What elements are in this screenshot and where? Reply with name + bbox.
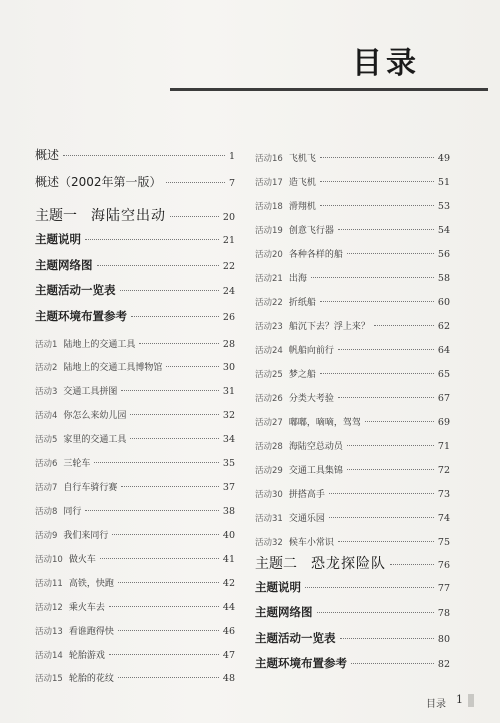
activity-label bbox=[35, 571, 114, 590]
section-title: 主题活动一览表 bbox=[35, 283, 116, 297]
activity-title: 拼搭高手 bbox=[288, 490, 325, 500]
activity-label bbox=[35, 619, 114, 638]
page-number: 30 bbox=[222, 362, 235, 373]
dot-leader bbox=[166, 366, 218, 367]
page-number: 78 bbox=[437, 608, 450, 619]
activity-number: 活动30 bbox=[255, 490, 283, 500]
page-number: 71 bbox=[437, 441, 450, 452]
page-number: 32 bbox=[222, 410, 235, 421]
dot-leader bbox=[166, 182, 225, 183]
dot-leader bbox=[311, 277, 434, 278]
section-title: 主题环境布置参考 bbox=[35, 309, 127, 323]
activity-title: 造飞机 bbox=[288, 178, 316, 188]
page-number: 62 bbox=[437, 321, 450, 332]
toc-entry bbox=[35, 355, 235, 374]
toc-entry bbox=[255, 458, 450, 477]
dot-leader bbox=[347, 445, 434, 446]
page-number: 54 bbox=[437, 225, 450, 236]
toc-entry bbox=[35, 571, 235, 590]
page-number: 40 bbox=[222, 530, 235, 541]
dot-leader bbox=[120, 290, 219, 291]
page-number: 28 bbox=[222, 339, 235, 350]
activity-label bbox=[255, 218, 334, 237]
activity-title: 三轮车 bbox=[63, 459, 91, 469]
activity-label bbox=[35, 332, 135, 351]
toc-entry bbox=[35, 643, 235, 662]
page-number: 26 bbox=[222, 312, 235, 323]
page-number: 73 bbox=[437, 489, 450, 500]
page-number: 1 bbox=[228, 151, 235, 162]
dot-leader bbox=[130, 414, 218, 415]
activity-label bbox=[35, 403, 126, 422]
activity-number: 活动17 bbox=[255, 178, 283, 188]
page-number: 34 bbox=[222, 434, 235, 445]
section-title: 主题网络图 bbox=[35, 258, 93, 272]
activity-title: 家里的交通工具 bbox=[63, 435, 127, 445]
dot-leader bbox=[329, 517, 434, 518]
activity-number: 活动2 bbox=[35, 363, 58, 373]
activity-label bbox=[35, 475, 117, 494]
activity-title: 出海 bbox=[288, 274, 307, 284]
activity-title: 梦之船 bbox=[288, 370, 316, 380]
theme-title: 海陆空出动 bbox=[91, 208, 166, 224]
dot-leader bbox=[365, 421, 434, 422]
toc-entry bbox=[35, 231, 235, 247]
dot-leader bbox=[351, 663, 434, 664]
page-number: 75 bbox=[437, 537, 450, 548]
dot-leader bbox=[109, 606, 219, 607]
page-number: 24 bbox=[222, 286, 235, 297]
toc-entry bbox=[255, 218, 450, 237]
toc-entry bbox=[255, 579, 450, 595]
dot-leader bbox=[305, 587, 434, 588]
activity-title: 轮胎游戏 bbox=[68, 651, 105, 661]
dot-leader bbox=[338, 349, 434, 350]
toc-entry bbox=[255, 530, 450, 549]
dot-leader bbox=[63, 155, 225, 156]
activity-title: 陆地上的交通工具 bbox=[63, 340, 136, 350]
page-number: 80 bbox=[437, 634, 450, 645]
page-number: 82 bbox=[437, 659, 450, 670]
toc-entry bbox=[35, 619, 235, 638]
activity-number: 活动23 bbox=[255, 322, 283, 332]
footer-label: 目录 bbox=[426, 699, 446, 710]
activity-label bbox=[255, 242, 343, 261]
activity-label bbox=[35, 666, 114, 685]
page-number: 77 bbox=[437, 583, 450, 594]
activity-title: 自行车骑行赛 bbox=[63, 483, 118, 493]
activity-title: 高铁，快跑 bbox=[68, 579, 114, 589]
page-number: 41 bbox=[222, 554, 235, 565]
page-number: 7 bbox=[228, 178, 235, 189]
dot-leader bbox=[338, 229, 434, 230]
activity-number: 活动10 bbox=[35, 555, 63, 565]
page-number: 56 bbox=[437, 249, 450, 260]
activity-title: 交通工具集锦 bbox=[288, 466, 343, 476]
dot-leader bbox=[121, 390, 218, 391]
activity-number: 活动16 bbox=[255, 154, 283, 164]
activity-number: 活动5 bbox=[35, 435, 58, 445]
activity-number: 活动6 bbox=[35, 459, 58, 469]
activity-number: 活动12 bbox=[35, 603, 63, 613]
dot-leader bbox=[118, 677, 219, 678]
page-number: 74 bbox=[437, 513, 450, 524]
toc-entry bbox=[35, 308, 235, 324]
toc-entry bbox=[255, 266, 450, 285]
activity-number: 活动25 bbox=[255, 370, 283, 380]
page-number: 64 bbox=[437, 345, 450, 356]
activity-label bbox=[255, 434, 343, 453]
dot-leader bbox=[347, 253, 434, 254]
page-number: 67 bbox=[437, 393, 450, 404]
activity-number: 活动21 bbox=[255, 274, 283, 284]
dot-leader bbox=[94, 462, 218, 463]
activity-number: 活动27 bbox=[255, 418, 283, 428]
activity-label bbox=[255, 482, 325, 501]
activity-label bbox=[255, 266, 307, 285]
page-number: 65 bbox=[437, 369, 450, 380]
toc-entry bbox=[255, 146, 450, 165]
theme-title: 恐龙探险队 bbox=[311, 556, 386, 572]
activity-number: 活动26 bbox=[255, 394, 283, 404]
activity-label bbox=[255, 362, 316, 381]
activity-label bbox=[35, 451, 90, 470]
toc-entry bbox=[35, 523, 235, 542]
page-number: 69 bbox=[437, 417, 450, 428]
dot-leader bbox=[390, 564, 434, 565]
toc-entry bbox=[35, 475, 235, 494]
activity-number: 活动31 bbox=[255, 514, 283, 524]
page-number: 37 bbox=[222, 482, 235, 493]
activity-title: 飞机飞 bbox=[288, 154, 316, 164]
page-number: 49 bbox=[437, 153, 450, 164]
toc-entry bbox=[255, 314, 450, 333]
page-number: 31 bbox=[222, 386, 235, 397]
section-title: 主题说明 bbox=[255, 580, 301, 594]
dot-leader bbox=[139, 343, 218, 344]
activity-title: 海陆空总动员 bbox=[288, 442, 343, 452]
activity-label bbox=[35, 499, 81, 518]
toc-entry bbox=[35, 403, 235, 422]
activity-title: 陆地上的交通工具博物馆 bbox=[63, 363, 163, 373]
page-number: 58 bbox=[437, 273, 450, 284]
toc-entry bbox=[255, 604, 450, 620]
toc-entry bbox=[255, 290, 450, 309]
dot-leader bbox=[329, 493, 434, 494]
activity-title: 乘火车去 bbox=[68, 603, 105, 613]
activity-label bbox=[35, 427, 126, 446]
dot-leader bbox=[374, 325, 434, 326]
toc-entry bbox=[255, 630, 450, 646]
toc-entry bbox=[35, 173, 235, 190]
dot-leader bbox=[118, 630, 219, 631]
activity-number: 活动19 bbox=[255, 226, 283, 236]
dot-leader bbox=[109, 654, 219, 655]
activity-number: 活动32 bbox=[255, 538, 283, 548]
dot-leader bbox=[118, 582, 219, 583]
theme-heading bbox=[255, 553, 386, 573]
title-rule bbox=[170, 88, 488, 91]
toc-entry bbox=[255, 410, 450, 429]
activity-label bbox=[255, 170, 316, 189]
activity-title: 我们来同行 bbox=[63, 531, 109, 541]
page-number: 20 bbox=[222, 212, 235, 223]
section-title: 主题活动一览表 bbox=[255, 631, 336, 645]
toc-entry bbox=[35, 257, 235, 273]
toc-entry bbox=[35, 282, 235, 298]
activity-title: 候车小常识 bbox=[288, 538, 334, 548]
page-number: 76 bbox=[437, 560, 450, 571]
activity-number: 活动1 bbox=[35, 340, 58, 350]
dot-leader bbox=[97, 265, 219, 266]
page-number: 47 bbox=[222, 650, 235, 661]
page-number: 51 bbox=[437, 177, 450, 188]
dot-leader bbox=[85, 239, 219, 240]
page-number: 22 bbox=[222, 261, 235, 272]
dot-leader bbox=[130, 438, 218, 439]
activity-title: 各种各样的船 bbox=[288, 250, 343, 260]
activity-title: 船沉下去？浮上来？ bbox=[288, 322, 370, 332]
activity-number: 活动18 bbox=[255, 202, 283, 212]
toc-entry bbox=[35, 595, 235, 614]
activity-title: 折纸船 bbox=[288, 298, 316, 308]
activity-title: 滑翔机 bbox=[288, 202, 316, 212]
toc-entry bbox=[35, 379, 235, 398]
toc-entry bbox=[255, 482, 450, 501]
theme-number: 主题二 bbox=[255, 556, 297, 572]
activity-number: 活动7 bbox=[35, 483, 58, 493]
activity-title: 创意飞行器 bbox=[288, 226, 334, 236]
section-title: 主题说明 bbox=[35, 232, 81, 246]
dot-leader bbox=[320, 373, 434, 374]
activity-title: 轮胎的花纹 bbox=[68, 674, 114, 684]
activity-number: 活动28 bbox=[255, 442, 283, 452]
toc-entry bbox=[35, 205, 235, 225]
toc-entry bbox=[35, 451, 235, 470]
page-number: 44 bbox=[222, 602, 235, 613]
activity-label bbox=[255, 338, 334, 357]
dot-leader bbox=[170, 216, 219, 217]
dot-leader bbox=[320, 157, 434, 158]
activity-title: 做火车 bbox=[68, 555, 96, 565]
toc-entry bbox=[255, 170, 450, 189]
toc-entry bbox=[35, 666, 235, 685]
activity-label bbox=[255, 194, 316, 213]
toc-entry bbox=[255, 338, 450, 357]
toc-entry bbox=[35, 332, 235, 351]
activity-number: 活动13 bbox=[35, 627, 63, 637]
activity-title: 交通乐园 bbox=[288, 514, 325, 524]
toc-entry bbox=[255, 434, 450, 453]
toc-entry bbox=[255, 386, 450, 405]
activity-number: 活动14 bbox=[35, 651, 63, 661]
activity-label bbox=[255, 290, 316, 309]
activity-number: 活动8 bbox=[35, 507, 58, 517]
activity-label bbox=[35, 355, 162, 374]
page-number: 46 bbox=[222, 626, 235, 637]
activity-number: 活动29 bbox=[255, 466, 283, 476]
page-number: 35 bbox=[222, 458, 235, 469]
section-title: 主题环境布置参考 bbox=[255, 656, 347, 670]
dot-leader bbox=[338, 541, 434, 542]
toc-entry bbox=[35, 547, 235, 566]
theme-heading bbox=[35, 205, 166, 225]
page-number: 21 bbox=[222, 235, 235, 246]
dot-leader bbox=[100, 558, 219, 559]
activity-label bbox=[35, 595, 105, 614]
dot-leader bbox=[320, 205, 434, 206]
activity-label bbox=[35, 379, 117, 398]
dot-leader bbox=[340, 638, 434, 639]
page-number: 53 bbox=[437, 201, 450, 212]
activity-number: 活动22 bbox=[255, 298, 283, 308]
page-title: 目录 bbox=[352, 46, 420, 81]
toc-entry bbox=[35, 427, 235, 446]
activity-title: 同行 bbox=[63, 507, 82, 517]
toc-entry bbox=[35, 146, 235, 163]
activity-number: 活动4 bbox=[35, 411, 58, 421]
toc-entry bbox=[255, 362, 450, 381]
footer-bar bbox=[468, 694, 474, 707]
page-number: 72 bbox=[437, 465, 450, 476]
dot-leader bbox=[320, 181, 434, 182]
toc-entry bbox=[255, 553, 450, 573]
dot-leader bbox=[320, 301, 434, 302]
activity-title: 帆船向前行 bbox=[288, 346, 334, 356]
activity-label bbox=[255, 314, 370, 333]
dot-leader bbox=[317, 612, 434, 613]
chapter-title: 概述（2002年第一版） bbox=[35, 175, 162, 189]
activity-number: 活动15 bbox=[35, 674, 63, 684]
activity-label bbox=[255, 410, 361, 429]
activity-number: 活动3 bbox=[35, 387, 58, 397]
activity-label bbox=[255, 506, 325, 525]
theme-number: 主题一 bbox=[35, 208, 77, 224]
activity-title: 交通工具拼图 bbox=[63, 387, 118, 397]
activity-label bbox=[255, 146, 316, 165]
activity-number: 活动24 bbox=[255, 346, 283, 356]
dot-leader bbox=[347, 469, 434, 470]
activity-title: 看谁跑得快 bbox=[68, 627, 114, 637]
activity-label bbox=[35, 643, 105, 662]
dot-leader bbox=[121, 486, 218, 487]
dot-leader bbox=[338, 397, 434, 398]
activity-number: 活动9 bbox=[35, 531, 58, 541]
page-number: 38 bbox=[222, 506, 235, 517]
dot-leader bbox=[85, 510, 218, 511]
section-title: 主题网络图 bbox=[255, 605, 313, 619]
page-number: 42 bbox=[222, 578, 235, 589]
toc-entry bbox=[255, 194, 450, 213]
activity-number: 活动11 bbox=[35, 579, 63, 589]
activity-label bbox=[255, 530, 334, 549]
toc-entry bbox=[255, 506, 450, 525]
dot-leader bbox=[131, 316, 219, 317]
toc-entry bbox=[255, 242, 450, 261]
activity-number: 活动20 bbox=[255, 250, 283, 260]
activity-title: 你怎么来幼儿园 bbox=[63, 411, 127, 421]
toc-entry bbox=[255, 655, 450, 671]
chapter-title: 概述 bbox=[35, 148, 60, 162]
activity-title: 分类大考验 bbox=[288, 394, 334, 404]
activity-label bbox=[35, 547, 96, 566]
activity-label bbox=[255, 386, 334, 405]
page-number: 48 bbox=[222, 673, 235, 684]
activity-title: 嘟嘟，嘀嘀，驾驾 bbox=[288, 418, 361, 428]
toc-entry bbox=[35, 499, 235, 518]
page-number: 60 bbox=[437, 297, 450, 308]
footer-page-number: 1 bbox=[456, 693, 463, 706]
activity-label bbox=[255, 458, 343, 477]
activity-label bbox=[35, 523, 108, 542]
dot-leader bbox=[112, 534, 218, 535]
